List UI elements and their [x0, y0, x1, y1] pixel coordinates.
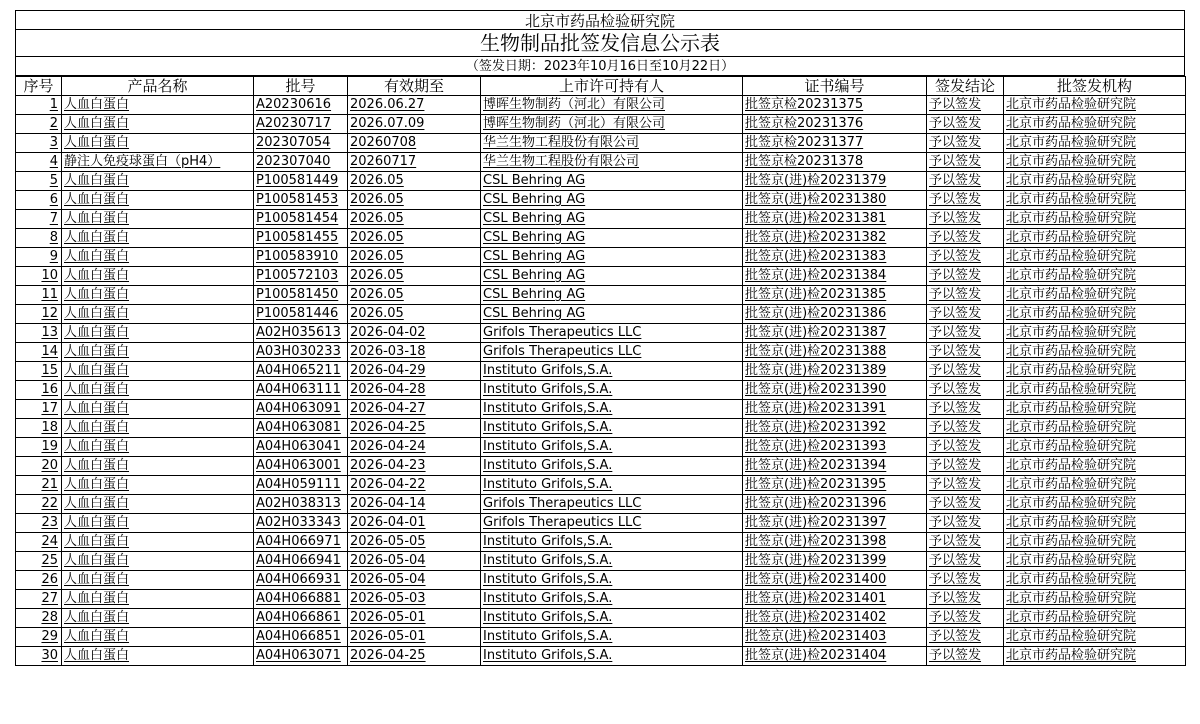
conclusion-cell[interactable]: 予以签发	[927, 115, 1004, 134]
table-row[interactable]	[16, 419, 1186, 438]
agency-cell[interactable]: 北京市药品检验研究院	[1004, 552, 1186, 571]
agency-cell[interactable]: 北京市药品检验研究院	[1004, 419, 1186, 438]
seq-cell[interactable]: 16	[16, 381, 62, 400]
agency-cell[interactable]: 北京市药品检验研究院	[1004, 381, 1186, 400]
product-cell[interactable]: 人血白蛋白	[62, 590, 254, 609]
batch-cell[interactable]: A20230717	[254, 115, 348, 134]
holder-cell[interactable]: Instituto Grifols,S.A.	[481, 628, 743, 647]
expiry-cell[interactable]: 2026-04-25	[348, 647, 481, 666]
certificate-cell[interactable]: 批签京检20231377	[743, 134, 927, 153]
seq-cell[interactable]: 21	[16, 476, 62, 495]
expiry-cell[interactable]: 2026-04-28	[348, 381, 481, 400]
product-cell[interactable]: 人血白蛋白	[62, 286, 254, 305]
expiry-cell[interactable]: 2026-05-01	[348, 628, 481, 647]
product-cell[interactable]: 人血白蛋白	[62, 647, 254, 666]
conclusion-cell[interactable]: 予以签发	[927, 438, 1004, 457]
holder-cell[interactable]: CSL Behring AG	[481, 286, 743, 305]
holder-cell[interactable]: Instituto Grifols,S.A.	[481, 590, 743, 609]
batch-cell[interactable]: A04H059111	[254, 476, 348, 495]
expiry-cell[interactable]: 2026-04-29	[348, 362, 481, 381]
expiry-cell[interactable]: 2026-04-14	[348, 495, 481, 514]
conclusion-cell[interactable]: 予以签发	[927, 476, 1004, 495]
table-row[interactable]	[16, 457, 1186, 476]
certificate-cell[interactable]: 批签京(进)检20231385	[743, 286, 927, 305]
table-row[interactable]	[16, 476, 1186, 495]
product-cell[interactable]: 人血白蛋白	[62, 495, 254, 514]
batch-cell[interactable]: P100581449	[254, 172, 348, 191]
certificate-cell[interactable]: 批签京检20231376	[743, 115, 927, 134]
holder-cell[interactable]: Grifols Therapeutics LLC	[481, 324, 743, 343]
certificate-cell[interactable]: 批签京检20231375	[743, 96, 927, 115]
batch-cell[interactable]: P100581446	[254, 305, 348, 324]
conclusion-cell[interactable]: 予以签发	[927, 248, 1004, 267]
holder-cell[interactable]: 华兰生物工程股份有限公司	[481, 134, 743, 153]
conclusion-cell[interactable]: 予以签发	[927, 628, 1004, 647]
holder-cell[interactable]: CSL Behring AG	[481, 210, 743, 229]
expiry-cell[interactable]: 2026-04-01	[348, 514, 481, 533]
certificate-cell[interactable]: 批签京(进)检20231381	[743, 210, 927, 229]
holder-cell[interactable]: Instituto Grifols,S.A.	[481, 476, 743, 495]
product-cell[interactable]: 人血白蛋白	[62, 172, 254, 191]
batch-cell[interactable]: A04H063091	[254, 400, 348, 419]
agency-cell[interactable]: 北京市药品检验研究院	[1004, 115, 1186, 134]
holder-cell[interactable]: Instituto Grifols,S.A.	[481, 533, 743, 552]
seq-cell[interactable]: 19	[16, 438, 62, 457]
holder-cell[interactable]: Instituto Grifols,S.A.	[481, 552, 743, 571]
col-header-conclusion: 签发结论	[927, 77, 1004, 96]
holder-cell[interactable]: CSL Behring AG	[481, 172, 743, 191]
seq-cell[interactable]: 17	[16, 400, 62, 419]
product-cell[interactable]: 人血白蛋白	[62, 305, 254, 324]
certificate-cell[interactable]: 批签京(进)检20231388	[743, 343, 927, 362]
batch-cell[interactable]: A04H066971	[254, 533, 348, 552]
certificate-cell[interactable]: 批签京检20231378	[743, 153, 927, 172]
expiry-cell[interactable]: 2026-04-02	[348, 324, 481, 343]
expiry-cell[interactable]: 2026.05	[348, 305, 481, 324]
conclusion-cell[interactable]: 予以签发	[927, 172, 1004, 191]
agency-cell[interactable]: 北京市药品检验研究院	[1004, 248, 1186, 267]
table-row[interactable]	[16, 324, 1186, 343]
certificate-cell[interactable]: 批签京(进)检20231402	[743, 609, 927, 628]
batch-cell[interactable]: A04H063081	[254, 419, 348, 438]
expiry-cell[interactable]: 2026-05-04	[348, 552, 481, 571]
holder-cell[interactable]: Grifols Therapeutics LLC	[481, 495, 743, 514]
product-cell[interactable]: 人血白蛋白	[62, 628, 254, 647]
conclusion-cell[interactable]: 予以签发	[927, 134, 1004, 153]
header-row	[16, 77, 1186, 96]
product-cell[interactable]: 人血白蛋白	[62, 457, 254, 476]
holder-cell[interactable]: CSL Behring AG	[481, 267, 743, 286]
product-cell[interactable]: 人血白蛋白	[62, 229, 254, 248]
expiry-cell[interactable]: 2026.05	[348, 248, 481, 267]
certificate-cell[interactable]: 批签京(进)检20231403	[743, 628, 927, 647]
table-row[interactable]	[16, 96, 1186, 115]
seq-cell[interactable]: 4	[16, 153, 62, 172]
conclusion-cell[interactable]: 予以签发	[927, 400, 1004, 419]
institute-title: 北京市药品检验研究院	[15, 10, 1185, 30]
page-title: 生物制品批签发信息公示表	[15, 30, 1185, 57]
expiry-cell[interactable]: 2026.05	[348, 286, 481, 305]
batch-cell[interactable]: 202307054	[254, 134, 348, 153]
table-row[interactable]	[16, 115, 1186, 134]
batch-cell[interactable]: A04H063071	[254, 647, 348, 666]
agency-cell[interactable]: 北京市药品检验研究院	[1004, 191, 1186, 210]
product-cell[interactable]: 静注人免疫球蛋白（pH4）	[62, 153, 254, 172]
batch-cell[interactable]: 202307040	[254, 153, 348, 172]
seq-cell[interactable]: 8	[16, 229, 62, 248]
batch-cell[interactable]: A04H066881	[254, 590, 348, 609]
expiry-cell[interactable]: 2026-04-25	[348, 419, 481, 438]
seq-cell[interactable]: 5	[16, 172, 62, 191]
product-cell[interactable]: 人血白蛋白	[62, 210, 254, 229]
product-cell[interactable]: 人血白蛋白	[62, 438, 254, 457]
batch-cell[interactable]: A04H066941	[254, 552, 348, 571]
conclusion-cell[interactable]: 予以签发	[927, 514, 1004, 533]
seq-cell[interactable]: 11	[16, 286, 62, 305]
certificate-cell[interactable]: 批签京(进)检20231393	[743, 438, 927, 457]
table-row[interactable]	[16, 305, 1186, 324]
holder-cell[interactable]: Instituto Grifols,S.A.	[481, 419, 743, 438]
batch-cell[interactable]: A04H066851	[254, 628, 348, 647]
table-row[interactable]	[16, 647, 1186, 666]
expiry-cell[interactable]: 2026-04-24	[348, 438, 481, 457]
holder-cell[interactable]: CSL Behring AG	[481, 191, 743, 210]
col-header-holder: 上市许可持有人	[481, 77, 743, 96]
table-row[interactable]	[16, 153, 1186, 172]
batch-cell[interactable]: P100572103	[254, 267, 348, 286]
agency-cell[interactable]: 北京市药品检验研究院	[1004, 628, 1186, 647]
seq-cell[interactable]: 24	[16, 533, 62, 552]
batch-cell[interactable]: A04H066931	[254, 571, 348, 590]
product-cell[interactable]: 人血白蛋白	[62, 267, 254, 286]
product-cell[interactable]: 人血白蛋白	[62, 343, 254, 362]
col-header-product: 产品名称	[62, 77, 254, 96]
agency-cell[interactable]: 北京市药品检验研究院	[1004, 457, 1186, 476]
seq-cell[interactable]: 18	[16, 419, 62, 438]
table-row[interactable]	[16, 400, 1186, 419]
batch-cell[interactable]: A20230616	[254, 96, 348, 115]
agency-cell[interactable]: 北京市药品检验研究院	[1004, 286, 1186, 305]
table-row[interactable]	[16, 229, 1186, 248]
conclusion-cell[interactable]: 予以签发	[927, 305, 1004, 324]
product-cell[interactable]: 人血白蛋白	[62, 571, 254, 590]
expiry-cell[interactable]: 2026-03-18	[348, 343, 481, 362]
holder-cell[interactable]: CSL Behring AG	[481, 305, 743, 324]
product-cell[interactable]: 人血白蛋白	[62, 115, 254, 134]
expiry-cell[interactable]: 20260717	[348, 153, 481, 172]
certificate-cell[interactable]: 批签京(进)检20231379	[743, 172, 927, 191]
expiry-cell[interactable]: 2026.05	[348, 172, 481, 191]
holder-cell[interactable]: Instituto Grifols,S.A.	[481, 571, 743, 590]
batch-cell[interactable]: A02H035613	[254, 324, 348, 343]
product-cell[interactable]: 人血白蛋白	[62, 552, 254, 571]
conclusion-cell[interactable]: 予以签发	[927, 495, 1004, 514]
col-header-seq: 序号	[16, 77, 62, 96]
holder-cell[interactable]: 华兰生物工程股份有限公司	[481, 153, 743, 172]
conclusion-cell[interactable]: 予以签发	[927, 457, 1004, 476]
seq-cell[interactable]: 14	[16, 343, 62, 362]
expiry-cell[interactable]: 2026-05-03	[348, 590, 481, 609]
table-row[interactable]	[16, 191, 1186, 210]
conclusion-cell[interactable]: 予以签发	[927, 286, 1004, 305]
table-row[interactable]	[16, 286, 1186, 305]
product-cell[interactable]: 人血白蛋白	[62, 96, 254, 115]
table-row[interactable]	[16, 590, 1186, 609]
batch-cell[interactable]: P100581454	[254, 210, 348, 229]
seq-cell[interactable]: 7	[16, 210, 62, 229]
conclusion-cell[interactable]: 予以签发	[927, 153, 1004, 172]
holder-cell[interactable]: Instituto Grifols,S.A.	[481, 647, 743, 666]
product-cell[interactable]: 人血白蛋白	[62, 362, 254, 381]
batch-release-table	[15, 76, 1186, 666]
certificate-cell[interactable]: 批签京(进)检20231399	[743, 552, 927, 571]
seq-cell[interactable]: 22	[16, 495, 62, 514]
product-cell[interactable]: 人血白蛋白	[62, 533, 254, 552]
table-row[interactable]	[16, 552, 1186, 571]
certificate-cell[interactable]: 批签京(进)检20231401	[743, 590, 927, 609]
table-row[interactable]	[16, 267, 1186, 286]
table-row[interactable]	[16, 628, 1186, 647]
date-range: （签发日期：2023年10月16日至10月22日）	[15, 57, 1185, 76]
batch-cell[interactable]: P100581455	[254, 229, 348, 248]
seq-cell[interactable]: 28	[16, 609, 62, 628]
product-cell[interactable]: 人血白蛋白	[62, 476, 254, 495]
table-row[interactable]	[16, 438, 1186, 457]
product-cell[interactable]: 人血白蛋白	[62, 381, 254, 400]
batch-cell[interactable]: P100581453	[254, 191, 348, 210]
certificate-cell[interactable]: 批签京(进)检20231395	[743, 476, 927, 495]
certificate-cell[interactable]: 批签京(进)检20231389	[743, 362, 927, 381]
conclusion-cell[interactable]: 予以签发	[927, 419, 1004, 438]
certificate-cell[interactable]: 批签京(进)检20231394	[743, 457, 927, 476]
seq-cell[interactable]: 27	[16, 590, 62, 609]
agency-cell[interactable]: 北京市药品检验研究院	[1004, 647, 1186, 666]
table-row[interactable]	[16, 381, 1186, 400]
col-header-expiry: 有效期至	[348, 77, 481, 96]
seq-cell[interactable]: 25	[16, 552, 62, 571]
holder-cell[interactable]: Instituto Grifols,S.A.	[481, 362, 743, 381]
agency-cell[interactable]: 北京市药品检验研究院	[1004, 324, 1186, 343]
product-cell[interactable]: 人血白蛋白	[62, 134, 254, 153]
seq-cell[interactable]: 13	[16, 324, 62, 343]
batch-cell[interactable]: A04H066861	[254, 609, 348, 628]
agency-cell[interactable]: 北京市药品检验研究院	[1004, 229, 1186, 248]
table-row[interactable]	[16, 343, 1186, 362]
certificate-cell[interactable]: 批签京(进)检20231397	[743, 514, 927, 533]
certificate-cell[interactable]: 批签京(进)检20231382	[743, 229, 927, 248]
expiry-cell[interactable]: 2026.07.09	[348, 115, 481, 134]
agency-cell[interactable]: 北京市药品检验研究院	[1004, 172, 1186, 191]
certificate-cell[interactable]: 批签京(进)检20231391	[743, 400, 927, 419]
holder-cell[interactable]: 博晖生物制药（河北）有限公司	[481, 115, 743, 134]
agency-cell[interactable]: 北京市药品检验研究院	[1004, 514, 1186, 533]
holder-cell[interactable]: Instituto Grifols,S.A.	[481, 400, 743, 419]
table-row[interactable]	[16, 248, 1186, 267]
col-header-batch: 批号	[254, 77, 348, 96]
conclusion-cell[interactable]: 予以签发	[927, 571, 1004, 590]
conclusion-cell[interactable]: 予以签发	[927, 552, 1004, 571]
certificate-cell[interactable]: 批签京(进)检20231390	[743, 381, 927, 400]
holder-cell[interactable]: Grifols Therapeutics LLC	[481, 514, 743, 533]
table-row[interactable]	[16, 362, 1186, 381]
holder-cell[interactable]: Instituto Grifols,S.A.	[481, 438, 743, 457]
holder-cell[interactable]: CSL Behring AG	[481, 248, 743, 267]
seq-cell[interactable]: 3	[16, 134, 62, 153]
certificate-cell[interactable]: 批签京(进)检20231396	[743, 495, 927, 514]
seq-cell[interactable]: 26	[16, 571, 62, 590]
agency-cell[interactable]: 北京市药品检验研究院	[1004, 400, 1186, 419]
certificate-cell[interactable]: 批签京(进)检20231398	[743, 533, 927, 552]
expiry-cell[interactable]: 2026.05	[348, 191, 481, 210]
conclusion-cell[interactable]: 予以签发	[927, 191, 1004, 210]
conclusion-cell[interactable]: 予以签发	[927, 229, 1004, 248]
product-cell[interactable]: 人血白蛋白	[62, 609, 254, 628]
agency-cell[interactable]: 北京市药品检验研究院	[1004, 305, 1186, 324]
batch-cell[interactable]: A04H063041	[254, 438, 348, 457]
conclusion-cell[interactable]: 予以签发	[927, 343, 1004, 362]
holder-cell[interactable]: Grifols Therapeutics LLC	[481, 343, 743, 362]
holder-cell[interactable]: Instituto Grifols,S.A.	[481, 457, 743, 476]
table-row[interactable]	[16, 609, 1186, 628]
agency-cell[interactable]: 北京市药品检验研究院	[1004, 495, 1186, 514]
holder-cell[interactable]: Instituto Grifols,S.A.	[481, 381, 743, 400]
agency-cell[interactable]: 北京市药品检验研究院	[1004, 571, 1186, 590]
table-row[interactable]	[16, 533, 1186, 552]
certificate-cell[interactable]: 批签京(进)检20231384	[743, 267, 927, 286]
seq-cell[interactable]: 10	[16, 267, 62, 286]
batch-cell[interactable]: P100581450	[254, 286, 348, 305]
holder-cell[interactable]: Instituto Grifols,S.A.	[481, 609, 743, 628]
seq-cell[interactable]: 6	[16, 191, 62, 210]
conclusion-cell[interactable]: 予以签发	[927, 267, 1004, 286]
product-cell[interactable]: 人血白蛋白	[62, 248, 254, 267]
agency-cell[interactable]: 北京市药品检验研究院	[1004, 96, 1186, 115]
conclusion-cell[interactable]: 予以签发	[927, 96, 1004, 115]
conclusion-cell[interactable]: 予以签发	[927, 647, 1004, 666]
product-cell[interactable]: 人血白蛋白	[62, 191, 254, 210]
product-cell[interactable]: 人血白蛋白	[62, 400, 254, 419]
batch-cell[interactable]: A03H030233	[254, 343, 348, 362]
agency-cell[interactable]: 北京市药品检验研究院	[1004, 590, 1186, 609]
table-row[interactable]	[16, 571, 1186, 590]
agency-cell[interactable]: 北京市药品检验研究院	[1004, 438, 1186, 457]
table-row[interactable]	[16, 495, 1186, 514]
batch-cell[interactable]: A04H065211	[254, 362, 348, 381]
product-cell[interactable]: 人血白蛋白	[62, 324, 254, 343]
seq-cell[interactable]: 23	[16, 514, 62, 533]
certificate-cell[interactable]: 批签京(进)检20231404	[743, 647, 927, 666]
expiry-cell[interactable]: 2026.05	[348, 210, 481, 229]
conclusion-cell[interactable]: 予以签发	[927, 590, 1004, 609]
expiry-cell[interactable]: 2026-05-04	[348, 571, 481, 590]
expiry-cell[interactable]: 2026-04-23	[348, 457, 481, 476]
table-row[interactable]	[16, 514, 1186, 533]
agency-cell[interactable]: 北京市药品检验研究院	[1004, 476, 1186, 495]
col-header-certificate: 证书编号	[743, 77, 927, 96]
batch-cell[interactable]: A02H033343	[254, 514, 348, 533]
agency-cell[interactable]: 北京市药品检验研究院	[1004, 609, 1186, 628]
expiry-cell[interactable]: 2026.05	[348, 229, 481, 248]
seq-cell[interactable]: 30	[16, 647, 62, 666]
seq-cell[interactable]: 12	[16, 305, 62, 324]
conclusion-cell[interactable]: 予以签发	[927, 609, 1004, 628]
seq-cell[interactable]: 20	[16, 457, 62, 476]
expiry-cell[interactable]: 2026-05-05	[348, 533, 481, 552]
seq-cell[interactable]: 15	[16, 362, 62, 381]
conclusion-cell[interactable]: 予以签发	[927, 362, 1004, 381]
table-row[interactable]	[16, 134, 1186, 153]
expiry-cell[interactable]: 20260708	[348, 134, 481, 153]
conclusion-cell[interactable]: 予以签发	[927, 533, 1004, 552]
batch-cell[interactable]: A04H063111	[254, 381, 348, 400]
batch-cell[interactable]: P100583910	[254, 248, 348, 267]
batch-cell[interactable]: A04H063001	[254, 457, 348, 476]
certificate-cell[interactable]: 批签京(进)检20231387	[743, 324, 927, 343]
expiry-cell[interactable]: 2026-04-27	[348, 400, 481, 419]
batch-cell[interactable]: A02H038313	[254, 495, 348, 514]
certificate-cell[interactable]: 批签京(进)检20231392	[743, 419, 927, 438]
table-row[interactable]	[16, 210, 1186, 229]
holder-cell[interactable]: CSL Behring AG	[481, 229, 743, 248]
expiry-cell[interactable]: 2026-05-01	[348, 609, 481, 628]
seq-cell[interactable]: 2	[16, 115, 62, 134]
agency-cell[interactable]: 北京市药品检验研究院	[1004, 362, 1186, 381]
certificate-cell[interactable]: 批签京(进)检20231383	[743, 248, 927, 267]
expiry-cell[interactable]: 2026.06.27	[348, 96, 481, 115]
agency-cell[interactable]: 北京市药品检验研究院	[1004, 153, 1186, 172]
holder-cell[interactable]: 博晖生物制药（河北）有限公司	[481, 96, 743, 115]
seq-cell[interactable]: 1	[16, 96, 62, 115]
certificate-cell[interactable]: 批签京(进)检20231400	[743, 571, 927, 590]
table-body	[16, 96, 1186, 666]
seq-cell[interactable]: 9	[16, 248, 62, 267]
conclusion-cell[interactable]: 予以签发	[927, 381, 1004, 400]
product-cell[interactable]: 人血白蛋白	[62, 514, 254, 533]
conclusion-cell[interactable]: 予以签发	[927, 324, 1004, 343]
certificate-cell[interactable]: 批签京(进)检20231386	[743, 305, 927, 324]
seq-cell[interactable]: 29	[16, 628, 62, 647]
expiry-cell[interactable]: 2026.05	[348, 267, 481, 286]
agency-cell[interactable]: 北京市药品检验研究院	[1004, 267, 1186, 286]
expiry-cell[interactable]: 2026-04-22	[348, 476, 481, 495]
spreadsheet	[15, 10, 1185, 666]
certificate-cell[interactable]: 批签京(进)检20231380	[743, 191, 927, 210]
col-header-agency: 批签发机构	[1004, 77, 1186, 96]
agency-cell[interactable]: 北京市药品检验研究院	[1004, 533, 1186, 552]
agency-cell[interactable]: 北京市药品检验研究院	[1004, 134, 1186, 153]
conclusion-cell[interactable]: 予以签发	[927, 210, 1004, 229]
agency-cell[interactable]: 北京市药品检验研究院	[1004, 210, 1186, 229]
product-cell[interactable]: 人血白蛋白	[62, 419, 254, 438]
table-row[interactable]	[16, 172, 1186, 191]
agency-cell[interactable]: 北京市药品检验研究院	[1004, 343, 1186, 362]
